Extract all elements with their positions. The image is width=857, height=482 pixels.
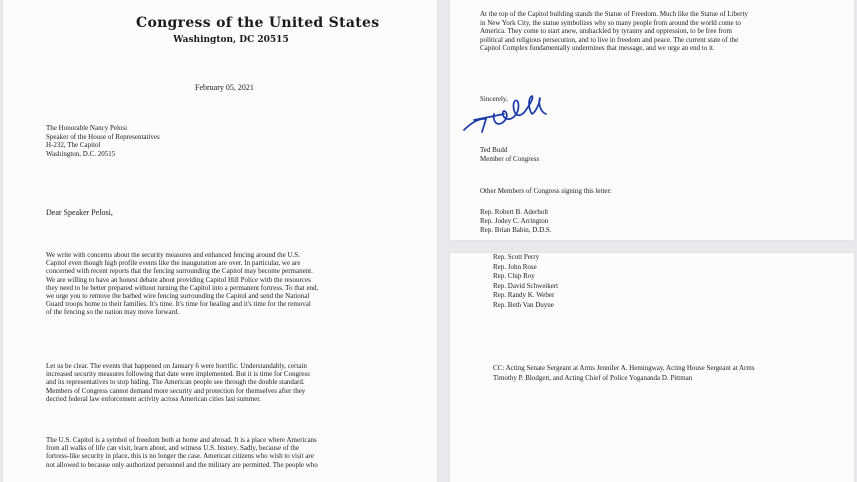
paragraph-line: Members of Congress cannot demand more security and protection for themselves after they	[46, 386, 306, 395]
member-name: Rep. Chip Roy	[493, 272, 535, 280]
paragraph-line: decried federal law enforcement activity across American cities last summer.	[46, 394, 261, 403]
paragraph-line: Let us be clear. The events that happened on January 6 were horrific. Understandably, certain	[46, 362, 307, 370]
paragraph-line: Capitol even though high profile events like the inauguration are over. In particular, we are	[46, 259, 301, 268]
recipient-address	[46, 124, 160, 158]
member-name: Rep. Brian Babin, D.D.S.	[480, 226, 552, 234]
member-name: Rep. Beth Van Duyne	[493, 300, 554, 309]
member-name: Rep. Jodey C. Arrington	[480, 217, 549, 225]
letter-date: February 05, 2021	[195, 83, 254, 92]
member-list-page-3	[493, 253, 558, 310]
address-line: Speaker of the House of Representatives	[46, 132, 160, 141]
address-line: H-232, The Capitol	[46, 141, 101, 149]
cc-text-line: Timothy P. Blodgett, and Acting Chief of Police Yogananda D. Pittman	[493, 373, 693, 382]
letterhead-location: Washington, DC 20515	[173, 35, 289, 45]
paragraph-line: and its representatives to stop hiding. The American people see through the double standard.	[46, 378, 305, 387]
paragraph-line: we urge you to remove the barbed wire fencing surrounding the Capitol and send the National	[46, 292, 310, 301]
paragraph-2	[46, 362, 416, 403]
closing-paragraph	[480, 10, 748, 53]
signature-block	[480, 146, 539, 164]
cc-text-line: CC: Acting Senate Sergeant at Arms Jennifer A. Hemingway, Acting House Sergeant at Arms	[493, 364, 755, 372]
letter-page-2	[450, 0, 854, 240]
address-line: Washington, D.C. 20515	[46, 149, 116, 158]
member-name: Rep. Robert B. Aderholt	[480, 208, 549, 216]
paragraph-line: fortress-like security in place, this is no longer the case. American citizens who wish to visit are	[46, 452, 314, 461]
paragraph-line: concerned with recent reports that the fencing surrounding the Capitol may become permanent.	[46, 267, 313, 276]
member-name: Rep. John Rose	[493, 262, 537, 271]
paragraph-line: Guard troops home to their families. It's time. It's time for healing and it's time for the removal	[46, 300, 311, 309]
signer-name: Ted Budd	[480, 146, 508, 154]
cc-line	[493, 364, 755, 383]
paragraph-line: they need to be better prepared without turning the Capitol into a permanent fortress. To that end,	[46, 283, 319, 292]
signature-image	[460, 92, 580, 138]
member-name: Rep. Scott Perry	[493, 253, 540, 261]
member-name: Rep. Randy K. Weber	[493, 291, 555, 299]
paragraph-line: political and religious persecution, and to live in freedom and peace. The current state of the	[480, 35, 739, 44]
paragraph-line: The U.S. Capitol is a symbol of freedom both at home and abroad. It is a place where Americans	[46, 436, 317, 444]
paragraph-3	[46, 436, 416, 469]
closing-word: Sincerely,	[480, 95, 508, 103]
address-line: The Honorable Nancy Pelosi	[46, 124, 128, 132]
paragraph-line: in New York City, the statue symbolizes why so many people from around the world come to	[480, 18, 741, 27]
letterhead-title: Congress of the United States	[136, 15, 380, 31]
paragraph-line: not allowed to because only authorized personnel and the military are permitted. The people who	[46, 460, 318, 469]
signer-title: Member of Congress	[480, 155, 540, 163]
paragraph-line: America. They come to start anew, unshackled by tyranny and oppression, to be free from	[480, 27, 732, 36]
paragraph-line: from all walks of life can visit, learn about, and witness U.S. history. Sadly, because of the	[46, 444, 299, 453]
letter-page-1	[3, 0, 437, 482]
member-name: Rep. David Schweikert	[493, 281, 559, 290]
other-members-heading: Other Members of Congress signing this letter:	[480, 187, 612, 195]
paragraph-line: Capitol Complex fundamentally undermines that message, and we urge an end to it.	[480, 44, 715, 53]
paragraph-line: At the top of the Capitol building stands the Statue of Freedom. Much like the Statue of Liberty	[480, 10, 748, 18]
paragraph-line: We write with concerns about the security measures and enhanced fencing around the U.S.	[46, 251, 300, 259]
letter-page-3	[450, 253, 854, 482]
member-list-page-2	[480, 208, 552, 235]
paragraph-line: increased security measures following that date were implemented. But it is time for Congress	[46, 370, 310, 379]
paragraph-line: We are willing to have an honest debate about providing Capitol Hill Police with the resources	[46, 275, 311, 284]
salutation: Dear Speaker Pelosi,	[46, 208, 113, 217]
paragraph-line: of the fencing so the nation may move forward.	[46, 308, 180, 317]
paragraph-1	[46, 251, 416, 317]
